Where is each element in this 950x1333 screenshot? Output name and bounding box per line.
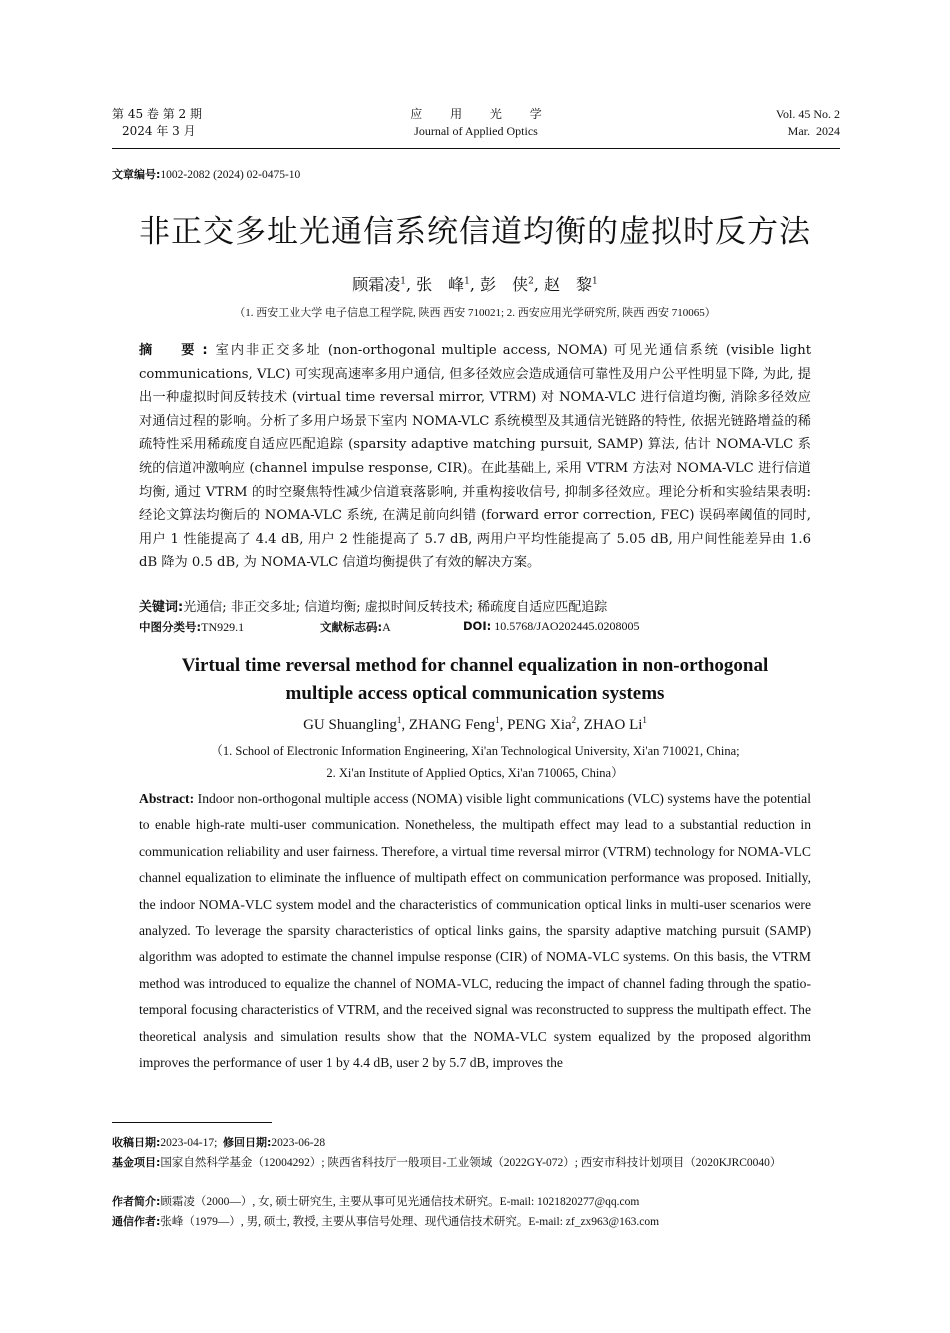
- received-label: 收稿日期:: [112, 1136, 161, 1149]
- header-journal: [112, 106, 840, 140]
- header-issue-en: [776, 106, 840, 140]
- received-date: 2023-04-17;: [160, 1137, 218, 1149]
- author-cn: 彭 侠: [480, 275, 529, 294]
- running-header: [112, 106, 840, 148]
- bio-text: 顾霜凌（2000—）, 女, 硕士研究生, 主要从事可见光通信技术研究。E-mail: 1021820277@qq.com: [160, 1196, 640, 1208]
- volume-en: Vol. 45 No. 2: [775, 107, 840, 121]
- keywords-cn-label: 关键词:: [139, 600, 184, 615]
- abstract-cn-text: 室内非正交多址 (non-orthogonal multiple access, NOMA) 可见光通信系统 (visible light communications, VLC) 可实现高速率多用户通信, 但多径效应会造成通信可靠性及用户公平性明显下降, 为此, 提出一种虚拟时间反转技术 (virtual time reversal mirror, VTRM) 对 NOMA-VLC 进行信道均衡, 消除多径效应对通信过程的影响。分析了多用户场景下室内 NOMA-VLC 系统模型及其通信光链路的特性, 依据光链路增益的稀疏特性采用稀疏度自适应匹配追踪 (sparsity adaptive matching pursuit, SAMP) 算法, 估计 NOMA-VLC 系统的信道冲激响应 (channel impulse response, CIR)。在此基础上, 采用 VTRM 方法对 NOMA-VLC 进行信道均衡, 通过 VTRM 的时空聚焦特性减少信道衰落影响, 并重构接收信号, 抑制多径效应。理论分析和实验结果表明: 经论文算法均衡后的 NOMA-VLC 系统, 在满足前向纠错 (forward error correction, FEC) 误码率阈值的同时, 用户 1 性能提高了 4.4 dB, 用户 2 性能提高了 5.7 dB, 两用户平均性能提高了 5.05 dB, 用户间性能差异由 1.6 dB 降为 0.5 dB, 为 NOMA-VLC 信道均衡提供了有效的解决方案。: [139, 343, 811, 571]
- author-cn: 顾霜凌: [352, 275, 401, 294]
- abstract-cn: [139, 339, 811, 575]
- title-cn: 非正交多址光通信系统信道均衡的虚拟时反方法: [139, 214, 811, 250]
- document-code-value: A: [382, 620, 391, 634]
- clc-number: [139, 619, 244, 635]
- clc-value: TN929.1: [201, 620, 245, 634]
- author-sup: 1: [400, 276, 406, 287]
- author-sup: 1: [592, 276, 598, 287]
- author-en: ZHAO Li: [583, 717, 643, 733]
- affiliation-en-line: （1. School of Electronic Information Engineering, Xi'an Technological University, Xi'an 710021, China;: [210, 744, 740, 758]
- doi-label: DOI:: [463, 619, 492, 633]
- corresponding-label: 通信作者:: [112, 1215, 161, 1228]
- footnote-dates: [112, 1134, 840, 1152]
- revised-date: 2023-06-28: [271, 1137, 326, 1149]
- journal-name-en: Journal of Applied Optics: [414, 124, 538, 138]
- article-number-label: 文章编号:: [112, 168, 161, 181]
- author-sup: 1: [495, 715, 500, 725]
- author-en: GU Shuangling: [303, 717, 397, 733]
- abstract-cn-label: 摘 要:: [139, 343, 214, 358]
- doi: [463, 619, 640, 634]
- bio-label: 作者简介:: [112, 1195, 161, 1208]
- author-en: ZHANG Feng: [408, 717, 496, 733]
- authors-en: GU Shuangling$^1$, ZHANG Feng$^1$, PENG Xia$^2$, ZHAO Li$^1$: [303, 715, 647, 733]
- date-cn: 2024 年 3 月: [122, 124, 196, 138]
- authors-cn: 顾霜凌$^1$, 张 峰$^1$, 彭 侠$^2$, 赵 黎$^1$: [352, 275, 598, 294]
- volume-cn: 第 45 卷 第 2 期: [112, 107, 202, 121]
- article-number: [112, 166, 300, 182]
- document-code-label: 文献标志码:: [320, 620, 383, 634]
- abstract-en: [139, 786, 811, 1076]
- footnote-rule: [112, 1122, 272, 1123]
- keywords-cn: [139, 596, 607, 615]
- abstract-en-label: Abstract:: [139, 791, 195, 806]
- author-sup: 1: [642, 715, 647, 725]
- date-en: Mar. 2024: [787, 124, 840, 138]
- clc-label: 中图分类号:: [139, 620, 202, 634]
- journal-name-cn: 应 用 光 学: [410, 107, 554, 121]
- footnote-author-bio: [112, 1193, 840, 1211]
- affiliation-en-line: 2. Xi'an Institute of Applied Optics, Xi'an 710065, China）: [326, 766, 624, 780]
- article-number-value: 1002-2082 (2024) 02-0475-10: [160, 169, 301, 181]
- author-sup: 2: [528, 276, 534, 287]
- doi-value: 10.5768/JAO202445.0208005: [494, 619, 640, 633]
- author-sup: 1: [464, 276, 470, 287]
- keywords-cn-text: 光通信; 非正交多址; 信道均衡; 虚拟时间反转技术; 稀疏度自适应匹配追踪: [183, 600, 608, 615]
- abstract-en-text: Indoor non-orthogonal multiple access (NOMA) visible light communications (VLC) systems have the potential to enable high-rate multi-user communication. Nonetheless, the multipath effect may lead to a substantial reduction in communication reliability and user fairness. Therefore, a virtual time reversal mirror (VTRM) technology for NOMA-VLC channel equalization to eliminate the influence of multipath effect on communication performance was proposed. Initially, the indoor NOMA-VLC system model and the characteristics of communication optical links in multi-user scenarios were analyzed. To leverage the sparsity characteristics of optical links gains, the sparsity adaptive matching pursuit (SAMP) algorithm was adopted to estimate the channel impulse response (CIR) of NOMA-VLC systems. On this basis, the VTRM method was introduced to equalize the channel of NOMA-VLC, reducing the impact of channel fading through the spatio-temporal focusing characteristics of VTRM, and the received signal was reconstructed to suppress the multipath effect. The theoretical analysis and simulation results show that the NOMA-VLC system equalized by the proposed algorithm improves the performance of user 1 by 4.4 dB, user 2 by 5.7 dB, improves the: [139, 791, 811, 1071]
- title-en-line: multiple access optical communication systems: [285, 683, 665, 704]
- title-en-line: Virtual time reversal method for channel equalization in non-orthogonal: [181, 655, 769, 676]
- author-sup: 1: [396, 715, 402, 725]
- header-rule: [112, 148, 840, 149]
- footnote-corresponding: [112, 1213, 840, 1231]
- author-sup: 2: [571, 715, 577, 725]
- document-code: [320, 619, 391, 635]
- fund-label: 基金项目:: [112, 1156, 161, 1169]
- footnote-fund: [112, 1154, 840, 1172]
- revised-label: 修回日期:: [223, 1136, 272, 1149]
- affiliation-en: [0, 740, 950, 784]
- author-cn: 张 峰: [416, 275, 465, 294]
- title-en: [0, 652, 950, 708]
- affiliation-cn: （1. 西安工业大学 电子信息工程学院, 陕西 西安 710021; 2. 西安应用光学研究所, 陕西 西安 710065）: [234, 307, 716, 319]
- author-cn: 赵 黎: [544, 275, 593, 294]
- corresponding-text: 张峰（1979—）, 男, 硕士, 教授, 主要从事信号处理、现代通信技术研究。E-mail: zf_zx963@163.com: [160, 1216, 660, 1228]
- fund-text: 国家自然科学基金（12004292）; 陕西省科技厅一般项目-工业领域（2022GY-072）; 西安市科技计划项目（2020KJRC0040）: [160, 1157, 782, 1169]
- author-en: PENG Xia: [507, 717, 572, 733]
